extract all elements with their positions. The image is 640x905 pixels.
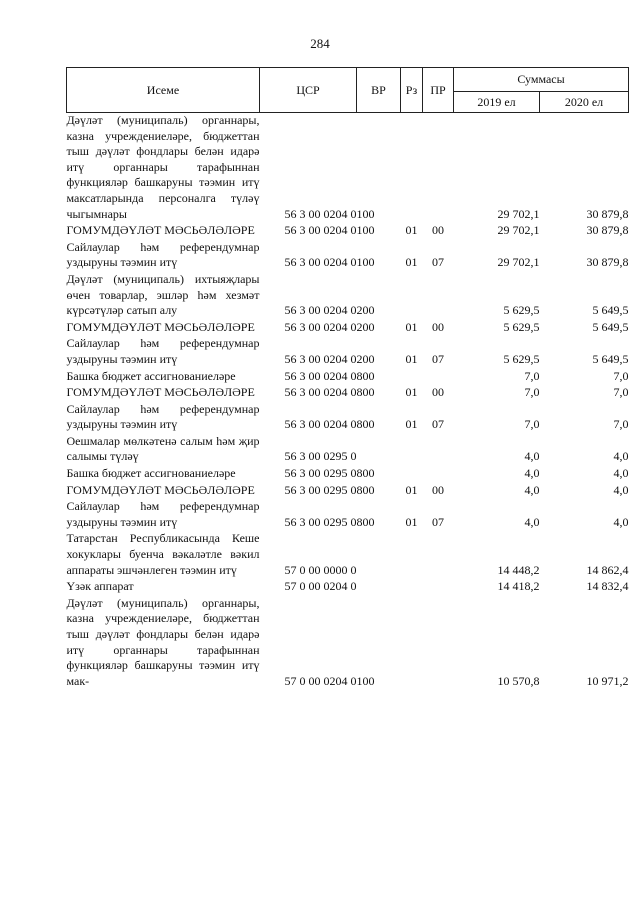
row-sum-2019: 14 448,2 [497, 562, 540, 577]
header-year-2020: 2020 ел [540, 92, 629, 113]
row-rz: 01 [405, 319, 418, 334]
header-name: Исеме [67, 68, 260, 113]
row-rz [401, 272, 423, 320]
header-pr: ПР [423, 68, 454, 113]
table-header [67, 68, 629, 113]
row-rz [401, 369, 423, 386]
row-sum-2020: 5 649,5 [592, 319, 629, 334]
row-sum-2019: 29 702,1 [497, 255, 540, 270]
row-pr [423, 272, 454, 320]
row-vr: 800 [356, 466, 375, 481]
row-rz [401, 113, 423, 224]
row-name: Башка бюджет ассигнованиеләре [66, 466, 236, 481]
row-rz [401, 579, 423, 596]
row-csr: 56 3 00 0204 0 [284, 223, 357, 238]
row-name: ГОМУМДӘҮЛӘТ МӘСЬӘЛӘЛӘРЕ [66, 319, 255, 334]
page-number: 284 [310, 36, 330, 51]
row-sum-2019: 4,0 [524, 449, 540, 464]
row-vr: 800 [356, 482, 375, 497]
row-vr [357, 434, 401, 466]
row-sum-2020: 7,0 [613, 417, 629, 432]
row-csr: 56 3 00 0204 0 [284, 417, 357, 432]
row-csr: 56 3 00 0204 0 [284, 206, 357, 221]
row-name: Башка бюджет ассигнованиеләре [66, 368, 236, 383]
row-sum-2020: 4,0 [613, 482, 629, 497]
row-csr: 57 0 00 0204 0 [284, 673, 357, 688]
row-vr: 200 [356, 303, 375, 318]
row-pr [423, 434, 454, 466]
row-pr [423, 113, 454, 224]
row-csr: 56 3 00 0295 0 [284, 514, 357, 529]
row-csr: 56 3 00 0204 0 [284, 368, 357, 383]
row-csr: 56 3 00 0204 0 [284, 385, 357, 400]
row-vr [357, 579, 401, 596]
row-name: ГОМУМДӘҮЛӘТ МӘСЬӘЛӘЛӘРЕ [66, 385, 255, 400]
row-sum-2020: 7,0 [613, 368, 629, 383]
row-rz: 01 [405, 417, 418, 432]
row-csr: 57 0 00 0204 0 [284, 579, 357, 594]
row-pr [423, 579, 454, 596]
row-sum-2019: 4,0 [524, 482, 540, 497]
row-vr: 800 [356, 385, 375, 400]
row-csr: 56 3 00 0204 0 [284, 319, 357, 334]
row-vr: 200 [356, 319, 375, 334]
row-sum-2020: 4,0 [613, 466, 629, 481]
table-row [67, 369, 629, 386]
table-row [67, 531, 629, 579]
row-rz: 01 [405, 482, 418, 497]
row-vr: 800 [356, 417, 375, 432]
table-row [67, 434, 629, 466]
row-sum-2020: 30 879,8 [586, 255, 629, 270]
row-csr: 56 3 00 0295 0 [284, 482, 357, 497]
table-row [67, 320, 629, 337]
table-row [67, 466, 629, 483]
row-rz: 01 [405, 514, 418, 529]
row-sum-2020: 4,0 [613, 449, 629, 464]
row-name: Оешмалар мөлкәтенә салым һәм җир салымы түләү [66, 433, 260, 464]
row-sum-2019: 7,0 [524, 385, 540, 400]
table-row [67, 223, 629, 240]
table-body [67, 113, 629, 691]
header-year-2019: 2019 ел [454, 92, 540, 113]
row-sum-2019: 7,0 [524, 417, 540, 432]
row-name: Сайлаулар һәм референдумнар уздыруны тәэмин итү [66, 499, 260, 529]
table-row [67, 402, 629, 434]
table-row [67, 385, 629, 402]
row-csr: 56 3 00 0295 0 [284, 449, 357, 464]
table-row [67, 240, 629, 272]
header-csr: ЦСР [260, 68, 357, 113]
row-sum-2019: 29 702,1 [497, 223, 540, 238]
row-pr: 00 [432, 223, 444, 238]
row-pr: 00 [432, 385, 444, 400]
row-vr: 100 [356, 673, 375, 688]
row-name: Дәүләт (муниципаль) ихтыяҗлары өчен товарлар, эшләр һәм хезмәт күрсәтүләр сатып алу [66, 271, 260, 318]
table-row [67, 483, 629, 500]
header-rz: Рз [401, 68, 423, 113]
row-sum-2020: 30 879,8 [586, 206, 629, 221]
row-pr: 07 [432, 255, 444, 270]
row-sum-2019: 4,0 [524, 514, 540, 529]
row-csr: 56 3 00 0204 0 [284, 255, 357, 270]
row-name: Сайлаулар һәм референдумнар уздыруны тәэмин итү [66, 401, 260, 432]
row-rz [401, 434, 423, 466]
row-sum-2019: 4,0 [524, 466, 540, 481]
row-sum-2020: 5 649,5 [592, 351, 629, 366]
budget-table [66, 67, 629, 690]
row-name: Сайлаулар һәм референдумнар уздыруны тәэмин итү [66, 239, 260, 270]
row-vr: 100 [356, 223, 375, 238]
row-vr: 100 [356, 206, 375, 221]
row-pr [423, 531, 454, 579]
row-sum-2020: 10 971,2 [586, 673, 629, 688]
row-pr: 07 [432, 351, 444, 366]
table-row [67, 336, 629, 368]
row-pr: 07 [432, 514, 444, 529]
row-csr: 56 3 00 0204 0 [284, 303, 357, 318]
row-sum-2020: 4,0 [613, 514, 629, 529]
row-rz [401, 531, 423, 579]
table-row [67, 113, 629, 224]
row-pr: 00 [432, 319, 444, 334]
row-name: Дәүләт (муниципаль) органнары, казна учреждениеләре, бюджеттан тыш дәүләт фондлары белән идарә итү органнары тарафыннан функцияләр башкаруны тәэмин итү максатларында персоналга түләү чыгымнары [66, 113, 260, 221]
row-pr: 00 [432, 482, 444, 497]
row-sum-2020: 14 832,4 [586, 579, 629, 594]
row-name: ГОМУМДӘҮЛӘТ МӘСЬӘЛӘЛӘРЕ [66, 223, 255, 238]
row-name: Татарстан Республикасында Кеше хокуклары буенча вәкаләтле вәкил аппараты эшчәнлеген тәэмин итү [66, 531, 260, 577]
row-rz: 01 [405, 385, 418, 400]
row-sum-2020: 7,0 [613, 385, 629, 400]
row-name: Дәүләт (муниципаль) органнары, казна учреждениеләре, бюджеттан тыш дәүләт фондлары белән идарә итү органнары тарафыннан функцияләр башкаруны тәэмин итү мак- [66, 595, 260, 688]
row-sum-2019: 29 702,1 [497, 206, 540, 221]
row-rz [401, 596, 423, 691]
row-rz: 01 [405, 351, 418, 366]
row-pr [423, 596, 454, 691]
row-sum-2019: 14 418,2 [497, 579, 540, 594]
row-pr: 07 [432, 417, 444, 432]
row-rz: 01 [405, 255, 418, 270]
row-pr [423, 466, 454, 483]
header-vr: ВР [357, 68, 401, 113]
row-sum-2019: 5 629,5 [503, 351, 540, 366]
row-vr [357, 531, 401, 579]
header-sums: Суммасы [454, 68, 629, 92]
row-sum-2019: 10 570,8 [497, 673, 540, 688]
row-vr: 100 [356, 255, 375, 270]
row-vr: 800 [356, 514, 375, 529]
row-rz [401, 466, 423, 483]
row-pr [423, 369, 454, 386]
row-rz: 01 [405, 223, 418, 238]
row-sum-2019: 5 629,5 [503, 303, 540, 318]
row-name: Үзәк аппарат [66, 579, 134, 594]
row-csr: 56 3 00 0204 0 [284, 351, 357, 366]
row-vr: 200 [356, 351, 375, 366]
table-row [67, 272, 629, 320]
row-sum-2019: 5 629,5 [503, 319, 540, 334]
row-csr: 57 0 00 0000 0 [284, 562, 357, 577]
table-row [67, 499, 629, 531]
row-name: ГОМУМДӘҮЛӘТ МӘСЬӘЛӘЛӘРЕ [66, 482, 255, 497]
row-sum-2019: 7,0 [524, 368, 540, 383]
row-name: Сайлаулар һәм референдумнар уздыруны тәэмин итү [66, 336, 260, 366]
table-row [67, 596, 629, 691]
row-sum-2020: 14 862,4 [586, 562, 629, 577]
row-csr: 56 3 00 0295 0 [284, 466, 357, 481]
table-row [67, 579, 629, 596]
row-sum-2020: 30 879,8 [586, 223, 629, 238]
row-vr: 800 [356, 368, 375, 383]
row-sum-2020: 5 649,5 [592, 303, 629, 318]
